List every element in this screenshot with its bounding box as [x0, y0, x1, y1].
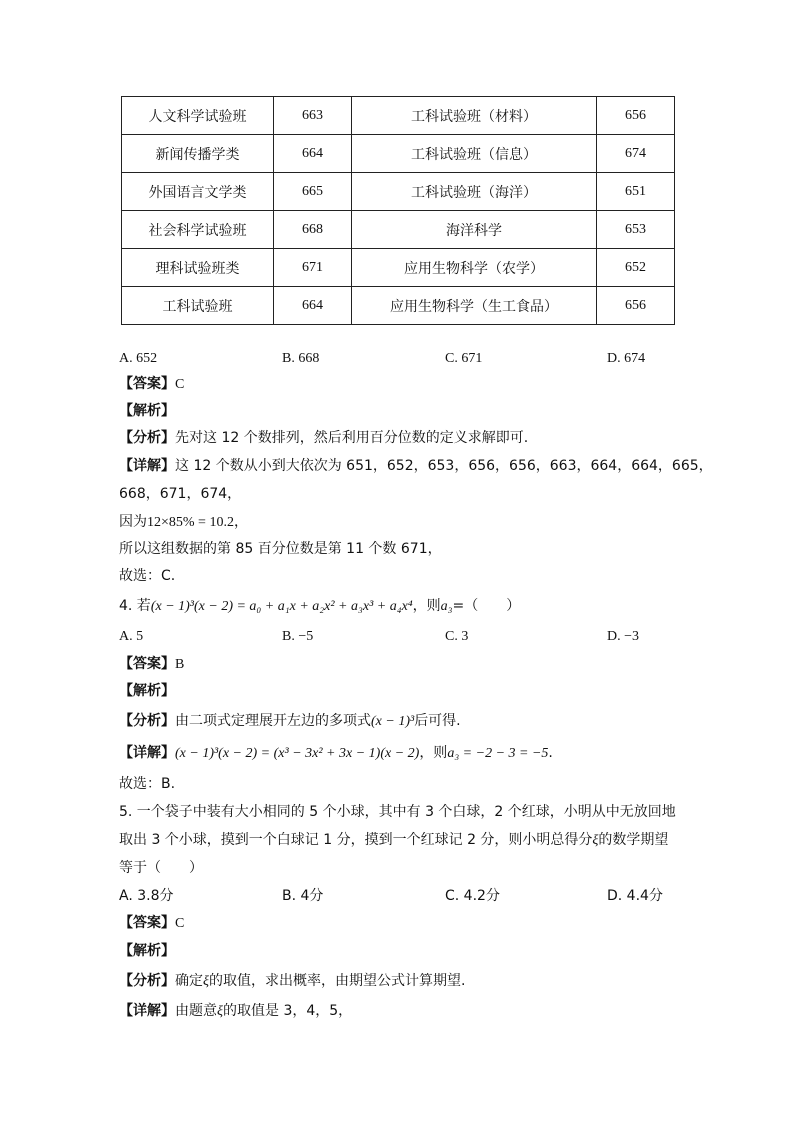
- fenxi-text: 先对这 12 个数排列，然后利用百分位数的定义求解即可.: [175, 430, 529, 446]
- score-cell: 664: [274, 135, 352, 173]
- score-cell: 664: [274, 287, 352, 325]
- major-cell: 工科试验班: [122, 287, 274, 325]
- xiangjie-tag: 【详解】: [119, 458, 175, 474]
- q5-jiexi: [119, 941, 175, 961]
- q5-line2-suffix: 的数学期望: [598, 832, 669, 848]
- q5-option-c: C. 4.2分: [445, 888, 500, 904]
- q3-option-d: D. 674: [607, 351, 646, 366]
- score-cell: 651: [597, 173, 675, 211]
- answer-tag: 【答案】: [119, 915, 175, 931]
- q5-option-b: B. 4分: [282, 888, 324, 904]
- q4-jiexi: [119, 681, 175, 701]
- q4-fenxi: [119, 711, 461, 732]
- q3-answer: [119, 374, 184, 395]
- major-cell: 应用生物科学（农学）: [352, 249, 597, 287]
- xiangjie-math: (x − 1)³(x − 2) = (x³ − 3x² + 3x − 1)(x − 2): [175, 746, 420, 761]
- fenxi-tag: 【分析】: [119, 713, 175, 729]
- major-cell: 理科试验班类: [122, 249, 274, 287]
- score-cell: 671: [274, 249, 352, 287]
- q5-line2-prefix: 取出 3 个小球，摸到一个白球记 1 分，摸到一个红球记 2 分，则小明总得分: [119, 832, 593, 848]
- major-cell: 外国语言文学类: [122, 173, 274, 211]
- q3-option-b: B. 668: [282, 351, 320, 366]
- fenxi-prefix: 由二项式定理展开左边的多项式: [175, 713, 371, 729]
- table-row: [122, 97, 675, 135]
- q4-then: ，则: [412, 598, 441, 614]
- major-cell: 海洋科学: [352, 211, 597, 249]
- fenxi-tag: 【分析】: [119, 430, 175, 446]
- score-cell: 663: [274, 97, 352, 135]
- q3-so: 所以这组数据的第 85 百分位数是第 11 个数 671，: [119, 541, 442, 557]
- q3-xiangjie-cont: 668，671，674，: [119, 486, 242, 502]
- major-cell: 工科试验班（信息）: [352, 135, 597, 173]
- q5-line2: [119, 830, 668, 851]
- major-cell: 新闻传播学类: [122, 135, 274, 173]
- q4-conclusion: 故选：B.: [119, 776, 176, 792]
- q5-option-d: D. 4.4分: [607, 888, 663, 904]
- q4-option-b: B. −5: [282, 629, 314, 644]
- table-row: [122, 287, 675, 325]
- answer-value: C: [175, 377, 185, 392]
- fenxi-suffix: 的取值，求出概率，由期望公式计算期望.: [209, 973, 466, 989]
- xiangjie-tag: 【详解】: [119, 1003, 175, 1019]
- answer-tag: 【答案】: [119, 376, 175, 392]
- q4-option-d: D. −3: [607, 629, 640, 644]
- major-cell: 人文科学试验班: [122, 97, 274, 135]
- answer-tag: 【答案】: [119, 656, 175, 672]
- jiexi-tag: 【解析】: [119, 683, 175, 699]
- q4-option-c: C. 3: [445, 629, 469, 644]
- xiangjie-prefix: 由题意: [175, 1003, 217, 1019]
- score-cell: 652: [597, 249, 675, 287]
- fenxi-tag: 【分析】: [119, 973, 175, 989]
- major-cell: 应用生物科学（生工食品）: [352, 287, 597, 325]
- table-row: [122, 211, 675, 249]
- answer-value: C: [175, 916, 185, 931]
- major-cell: 工科试验班（材料）: [352, 97, 597, 135]
- q3-option-c: C. 671: [445, 351, 483, 366]
- major-cell: 社会科学试验班: [122, 211, 274, 249]
- because-prefix: 因为: [119, 514, 147, 530]
- table-row: [122, 135, 675, 173]
- q5-line3: 等于（ ）: [119, 860, 203, 876]
- q3-because: [119, 512, 248, 533]
- q4-target: a₃: [440, 599, 453, 614]
- q4-blank: =（ ）: [452, 598, 521, 614]
- score-cell: 656: [597, 97, 675, 135]
- score-cell: 656: [597, 287, 675, 325]
- xiangjie-end: .: [548, 745, 553, 761]
- q5-fenxi: [119, 971, 465, 992]
- q3-jiexi: [119, 401, 175, 421]
- table-row: [122, 249, 675, 287]
- jiexi-tag: 【解析】: [119, 403, 175, 419]
- q3-xiangjie: [119, 456, 713, 476]
- q5-xiangjie: [119, 1001, 352, 1022]
- q5-option-a: A. 3.8分: [119, 888, 174, 904]
- q4-stem: [119, 596, 520, 617]
- q5-answer: [119, 913, 184, 934]
- score-cell: 665: [274, 173, 352, 211]
- q4-option-a: A. 5: [119, 629, 144, 644]
- because-suffix: ，: [233, 514, 248, 530]
- fenxi-suffix: 后可得.: [414, 713, 461, 729]
- xi-symbol: ξ: [217, 1004, 223, 1019]
- table-row: [122, 173, 675, 211]
- answer-value: B: [175, 657, 185, 672]
- xiangjie-text: 这 12 个数从小到大依次为 651，652，653，656，656，663，664，664，665，: [175, 458, 713, 474]
- xiangjie-suffix: 的取值是 3，4，5，: [223, 1003, 353, 1019]
- q5-line1: 5. 一个袋子中装有大小相同的 5 个小球，其中有 3 个白球，2 个红球，小明从中无放回地: [119, 804, 676, 820]
- score-cell: 674: [597, 135, 675, 173]
- fenxi-prefix: 确定: [175, 973, 203, 989]
- q3-conclusion: 故选：C.: [119, 568, 176, 584]
- xiangjie-tag: 【详解】: [119, 745, 175, 761]
- q3-option-a: A. 652: [119, 351, 158, 366]
- xi-symbol: ξ: [592, 833, 599, 848]
- q4-xiangjie: [119, 743, 553, 764]
- because-math: 12×85% = 10.2: [147, 515, 234, 530]
- q4-number: 4. 若: [119, 598, 151, 614]
- jiexi-tag: 【解析】: [119, 943, 175, 959]
- xi-symbol: ξ: [203, 974, 209, 989]
- q4-answer: [119, 654, 184, 675]
- xiangjie-result: a₃ = −2 − 3 = −5: [447, 746, 549, 761]
- score-cell: 668: [274, 211, 352, 249]
- score-cell: 653: [597, 211, 675, 249]
- q3-fenxi: [119, 428, 528, 448]
- xiangjie-mid: ，则: [419, 745, 448, 761]
- q4-equation: (x − 1)³(x − 2) = a₀ + a₁x + a₂x² + a₃x³ + a₄x⁴: [150, 599, 413, 614]
- fenxi-math: (x − 1)³: [371, 714, 415, 729]
- score-table: [121, 96, 675, 325]
- major-cell: 工科试验班（海洋）: [352, 173, 597, 211]
